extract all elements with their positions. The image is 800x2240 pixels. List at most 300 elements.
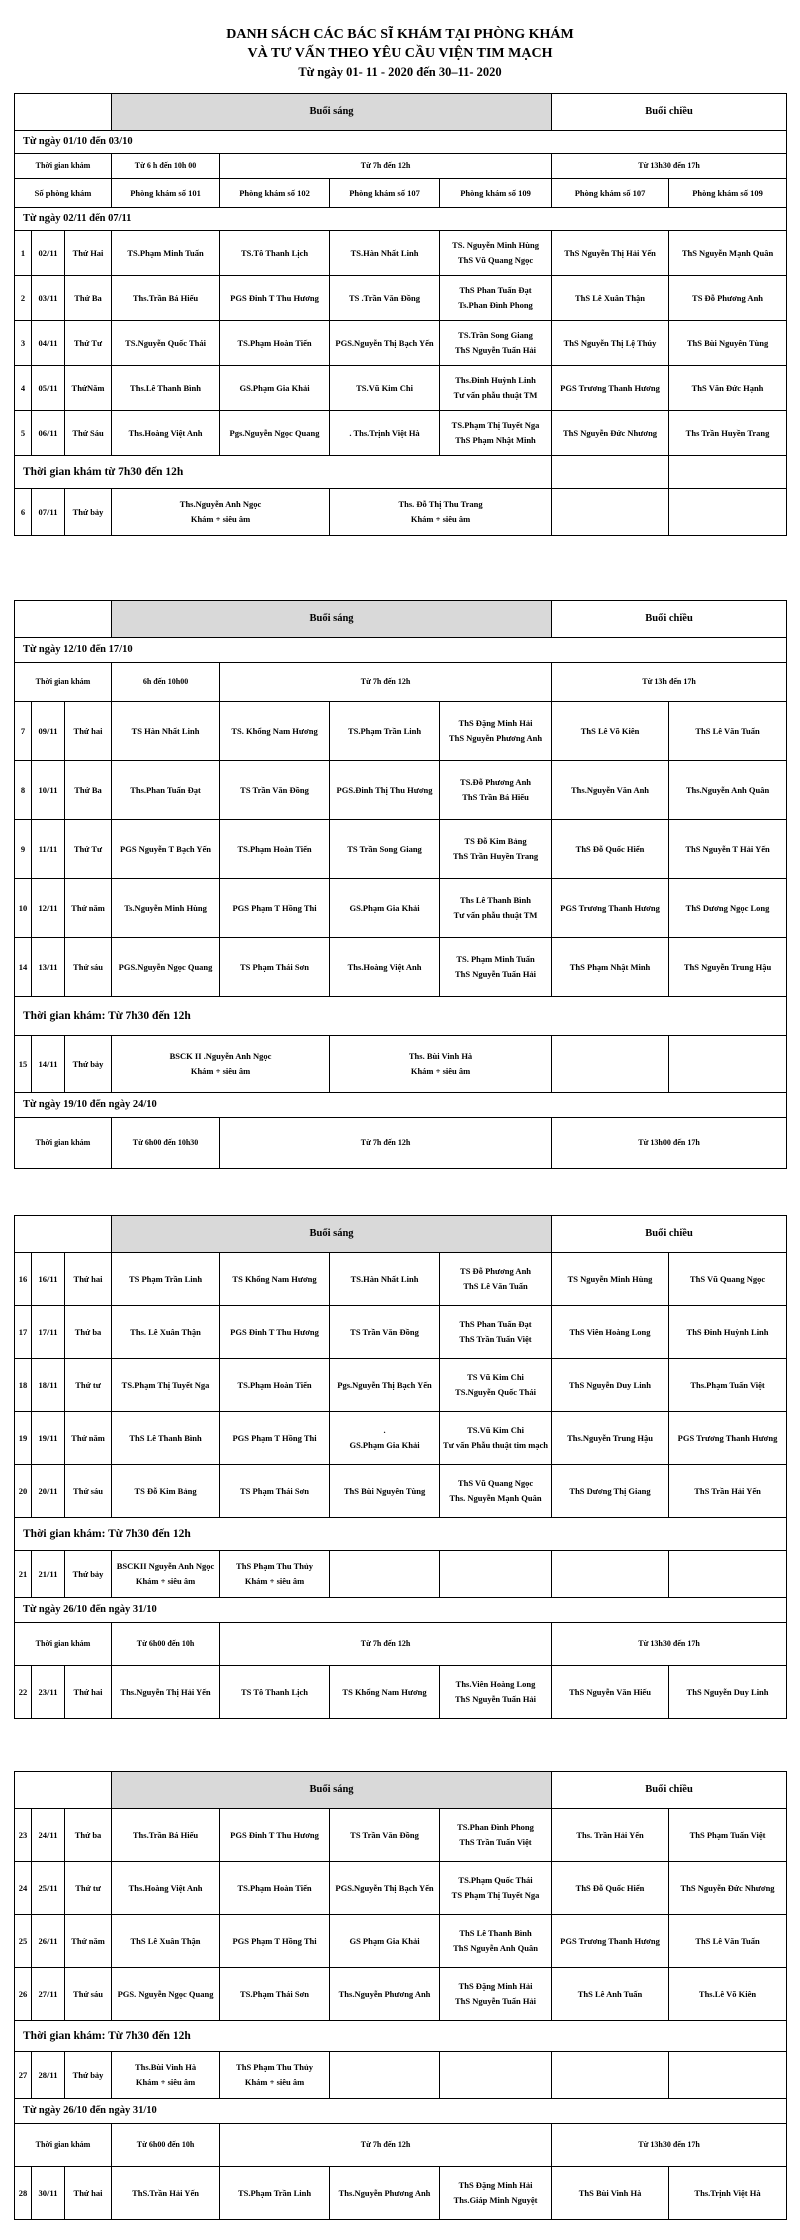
row-date: 27/11 [32, 1967, 65, 2020]
doctor-name-line: TS.Phạm Hoàn Tiến [237, 337, 312, 348]
doctor-name-cell [552, 1914, 669, 1967]
doctor-name-cell [552, 1358, 669, 1411]
doctor-name-cell [112, 365, 220, 410]
doctor-name-cell [440, 1411, 552, 1464]
doctor-name-cell [669, 819, 787, 878]
doctor-name-line: BSCK II .Nguyễn Anh Ngọc [169, 1051, 272, 1062]
doctor-name-line: Ths Trần Huyền Trang [685, 427, 770, 438]
doctor-name-cell [669, 1808, 787, 1861]
doctor-name-line: TS.Vũ Kim Chi [356, 382, 413, 393]
doctor-name-cell [440, 410, 552, 455]
room-cell: Phòng khám số 107 [552, 178, 669, 207]
doctor-name-cell [669, 1914, 787, 1967]
doctor-name-cell [330, 1358, 440, 1411]
row-date: 21/11 [32, 1550, 65, 1597]
document-page [0, 26, 800, 2220]
doctor-name-line: Ths. Lê Xuân Thận [130, 1326, 201, 1337]
doctor-name-cell [220, 1252, 330, 1305]
doctor-name-line: PGS Trương Thanh Hương [560, 1935, 660, 1946]
doctor-name-line: TS.Nguyễn Quốc Thái [125, 337, 206, 348]
row-date: 25/11 [32, 1861, 65, 1914]
row-date: 19/11 [32, 1411, 65, 1464]
range-row [15, 2098, 787, 2123]
doctor-name-cell [330, 1914, 440, 1967]
row-number: 18 [15, 1358, 32, 1411]
table-row [15, 1464, 787, 1517]
doctor-name-line: ThS Phạm Tuấn Việt [689, 1829, 766, 1840]
doctor-name-line: ThS Đỗ Quốc Hiển [575, 1882, 645, 1893]
table-row [15, 760, 787, 819]
doctor-name-line: TS Trần Văn Đồng [350, 1829, 419, 1840]
doctor-name-line: Ths.Phạm Tuấn Việt [690, 1379, 765, 1390]
doctor-name-cell [552, 1464, 669, 1517]
doctor-name-line: TS Tô Thanh Lịch [241, 1686, 309, 1697]
doctor-name-line: Ts.Nguyễn Minh Hùng [124, 902, 207, 913]
doctor-name-line: ThS Lê Thanh Bình [129, 1432, 202, 1443]
doctor-name-line: PGS. Nguyễn Ngọc Quang [117, 1988, 214, 1999]
doctor-name-cell [112, 1252, 220, 1305]
row-weekday: Thứ Sáu [65, 410, 112, 455]
row-date: 03/11 [32, 275, 65, 320]
row-date: 09/11 [32, 701, 65, 760]
row-weekday: Thứ bảy [65, 2051, 112, 2098]
row-date: 13/11 [32, 937, 65, 996]
doctor-name-cell [552, 1305, 669, 1358]
doctor-name-cell [112, 819, 220, 878]
doctor-name-line: ThS Nguyễn T Hải Yến [685, 843, 770, 854]
doctor-name-line: TS.Vũ Kim Chi [467, 1425, 524, 1436]
doctor-name-cell [330, 1665, 440, 1718]
table-row [15, 1550, 787, 1597]
doctor-name-line: ThS Phan Tuấn Đạt [459, 285, 532, 296]
band-row [15, 996, 787, 1035]
session-header-row [15, 1771, 787, 1808]
time-slot-morning: Từ 7h đến 12h [220, 662, 552, 701]
row-date: 04/11 [32, 320, 65, 365]
row-number: 20 [15, 1464, 32, 1517]
doctor-name-cell [220, 410, 330, 455]
table-row [15, 410, 787, 455]
row-number: 24 [15, 1861, 32, 1914]
doctor-name-line: ThS Bùi Nguyên Tùng [686, 337, 769, 348]
doctor-name-cell [220, 819, 330, 878]
doctor-name-line: PGS.Nguyễn Thị Bạch Yến [335, 337, 434, 348]
row-weekday: Thứ bảy [65, 1550, 112, 1597]
row-date: 14/11 [32, 1035, 65, 1092]
room-cell: Phòng khám số 109 [669, 178, 787, 207]
row-date: 24/11 [32, 1808, 65, 1861]
row-date: 11/11 [32, 819, 65, 878]
doctor-name-cell [112, 1861, 220, 1914]
row-date: 16/11 [32, 1252, 65, 1305]
doctor-name-cell [669, 1358, 787, 1411]
row-weekday: Thứ Tư [65, 819, 112, 878]
doctor-name-line: Ths.Lê Thanh Bình [130, 382, 202, 393]
empty-cell [552, 1550, 669, 1597]
doctor-name-cell [552, 410, 669, 455]
doctor-name-cell [552, 230, 669, 275]
morning-header: Buổi sáng [112, 93, 552, 130]
row-weekday: Thứ Ba [65, 760, 112, 819]
doctor-name-line: ThS Lê Anh Tuấn [577, 1988, 643, 1999]
doctor-name-line: ThS Vũ Quang Ngọc [689, 1273, 766, 1284]
doctor-name-cell [440, 1252, 552, 1305]
doctor-name-cell [112, 760, 220, 819]
doctor-name-line: Khám + siêu âm [190, 1065, 251, 1076]
doctor-name-line: Ths.Hoàng Việt Anh [347, 961, 422, 972]
doctor-name-cell [669, 937, 787, 996]
doctor-name-cell [440, 1967, 552, 2020]
doctor-name-line: ThS Trần Hải Yến [694, 1485, 761, 1496]
doctor-name-cell [220, 760, 330, 819]
doctor-name-line: TS .Trần Văn Đồng [349, 292, 421, 303]
rooms-row [15, 178, 787, 207]
doctor-name-line: PGS Trương Thanh Hương [677, 1432, 778, 1443]
doctor-name-cell [112, 275, 220, 320]
doctor-name-cell [330, 1411, 440, 1464]
row-weekday: Thứ sáu [65, 1464, 112, 1517]
doctor-name-line: ThS Trần Tuấn Việt [459, 1836, 532, 1847]
doctor-name-line: Ts.Phan Đình Phong [458, 299, 533, 310]
row-number: 17 [15, 1305, 32, 1358]
doctor-name-line: TS.Hàn Nhất Linh [350, 247, 419, 258]
doctor-name-cell [220, 701, 330, 760]
doctor-name-cell [552, 701, 669, 760]
doctor-name-line: GS.Phạm Gia Khải [349, 1439, 420, 1450]
row-weekday: Thứ bảy [65, 488, 112, 535]
doctor-name-line: Ths.Bùi Vinh Hà [134, 2062, 197, 2073]
table-row [15, 701, 787, 760]
time-slot-afternoon: Từ 13h đến 17h [552, 662, 787, 701]
times-row-label: Thời gian khám [15, 662, 112, 701]
doctor-name-line: ThS Vũ Quang Ngọc [457, 1478, 534, 1489]
doctor-name-cell [220, 230, 330, 275]
row-date: 18/11 [32, 1358, 65, 1411]
doctor-name-cell [440, 1305, 552, 1358]
range-row [15, 1597, 787, 1622]
doctor-name-line: Ths.Nguyễn Văn Anh [571, 784, 650, 795]
doctor-name-cell [112, 1808, 220, 1861]
doctor-name-cell [552, 2166, 669, 2219]
doctor-name-cell [112, 1305, 220, 1358]
doctor-name-cell [669, 230, 787, 275]
afternoon-header: Buổi chiều [552, 1215, 787, 1252]
doctor-name-line: ThS Lê Xuân Thận [130, 1935, 201, 1946]
row-number: 8 [15, 760, 32, 819]
doctor-name-cell [112, 230, 220, 275]
doctor-name-cell [669, 1305, 787, 1358]
doctor-name-line: Ths.Nguyễn Thị Hải Yến [120, 1686, 211, 1697]
doctor-name-line: TS.Phạm Hoàn Tiến [237, 1379, 312, 1390]
empty-cell [552, 2051, 669, 2098]
doctor-name-line: TS Đỗ Kim Bảng [134, 1485, 197, 1496]
doctor-name-line: TS Đỗ Phương Anh [692, 292, 764, 303]
doctor-name-cell [220, 1550, 330, 1597]
doctor-name-line: TS.Đỗ Phương Anh [460, 777, 532, 788]
doctor-name-cell [669, 760, 787, 819]
doctor-name-line: TS Nguyễn Minh Hùng [567, 1273, 653, 1284]
doctor-name-cell [440, 760, 552, 819]
row-number: 4 [15, 365, 32, 410]
table-row [15, 488, 787, 535]
doctor-name-line: TS. Khổng Nam Hương [231, 725, 318, 736]
times-row [15, 1622, 787, 1665]
doctor-name-line: TS.Tô Thanh Lịch [240, 247, 309, 258]
doctor-name-cell [220, 1967, 330, 2020]
doctor-name-cell [440, 701, 552, 760]
schedule-table-1 [14, 93, 787, 536]
doctor-name-line: Ths.Nguyễn Phương Anh [338, 2187, 431, 2198]
doctor-name-line: TS.Phạm Thị Tuyết Nga [121, 1379, 210, 1390]
doctor-name-cell [330, 1808, 440, 1861]
doctor-name-line: TS Khổng Nam Hương [232, 1273, 317, 1284]
doctor-name-cell [112, 2051, 220, 2098]
doctor-name-line: Khám + siêu âm [135, 2076, 196, 2087]
doctor-name-line: TS.Phạm Thị Tuyết Nga [451, 420, 540, 431]
doctor-name-line: ThS Nguyễn Tuấn Hải [455, 1995, 537, 2006]
row-date: 17/11 [32, 1305, 65, 1358]
table-row [15, 2051, 787, 2098]
row-number: 27 [15, 2051, 32, 2098]
doctor-name-cell [552, 365, 669, 410]
doctor-name-cell [330, 1967, 440, 2020]
doctor-name-line: ThS Đặng Minh Hải [458, 718, 533, 729]
doctor-name-cell [330, 1861, 440, 1914]
doctor-name-line: TS.Phạm Trần Linh [347, 725, 422, 736]
row-number: 23 [15, 1808, 32, 1861]
table-row [15, 320, 787, 365]
doctor-name-cell [440, 1914, 552, 1967]
doctor-name-cell [552, 275, 669, 320]
doctor-name-line: ThS Phạm Thu Thủy [236, 2062, 313, 2073]
times-row-label: Thời gian khám [15, 1117, 112, 1168]
doctor-name-line: TS.Phan Đình Phong [457, 1822, 534, 1833]
doctor-name-cell [330, 365, 440, 410]
doctor-name-line: GS.Phạm Gia Khải [239, 382, 310, 393]
doctor-name-line: Ths. Bùi Vinh Hà [408, 1051, 473, 1062]
doctor-name-line: ThS Lê Thanh Bình [459, 1928, 532, 1939]
doctor-name-line: PGS Phạm T Hồng Thi [232, 902, 317, 913]
room-cell: Phòng khám số 109 [440, 178, 552, 207]
table-row [15, 937, 787, 996]
doctor-name-line: TS Đỗ Phương Anh [460, 1266, 532, 1277]
times-row-label: Thời gian khám [15, 1622, 112, 1665]
doctor-name-line: TS Hàn Nhất Linh [131, 725, 200, 736]
doctor-name-line: Khám + siêu âm [410, 1065, 471, 1076]
doctor-name-line: Pgs.Nguyễn Thị Bạch Yến [337, 1379, 432, 1390]
row-date: 20/11 [32, 1464, 65, 1517]
empty-cell [552, 1035, 669, 1092]
row-number: 22 [15, 1665, 32, 1718]
times-row [15, 153, 787, 178]
doctor-name-cell [220, 937, 330, 996]
empty-cell [440, 1550, 552, 1597]
range-row [15, 1092, 787, 1117]
row-weekday: Thứ Ba [65, 275, 112, 320]
doctor-name-line: Ths.Hoàng Việt Anh [128, 1882, 203, 1893]
row-weekday: Thứ ba [65, 1808, 112, 1861]
header-empty-cell [15, 93, 112, 130]
doctor-name-cell [552, 819, 669, 878]
doctor-name-line: TS Phạm Thị Tuyết Nga [451, 1889, 540, 1900]
room-cell: Phòng khám số 101 [112, 178, 220, 207]
doctor-name-line: TS.Phạm Quốc Thái [458, 1875, 533, 1886]
empty-cell [669, 1550, 787, 1597]
doctor-name-line: ThS Nguyễn Thị Hải Yến [564, 247, 656, 258]
doctor-name-line: ThS Dương Thị Giang [569, 1485, 651, 1496]
doctor-name-cell [112, 1411, 220, 1464]
doctor-name-line: ThS Nguyễn Trung Hậu [683, 961, 772, 972]
row-number: 25 [15, 1914, 32, 1967]
doctor-name-line: ThS Đinh Huỳnh Linh [686, 1326, 769, 1337]
doctor-name-line: PGS Trương Thanh Hương [560, 902, 660, 913]
doctor-name-line: ThS Nguyễn Tuấn Hải [455, 1693, 537, 1704]
doctor-name-line: ThS Lê Xuân Thận [575, 292, 646, 303]
doctor-name-line: TS.Phạm Minh Tuấn [127, 247, 204, 258]
doctor-name-cell [669, 1861, 787, 1914]
doctor-name-line: ThS Nguyễn Duy Linh [569, 1379, 652, 1390]
doctor-name-line: TS.Phạm Hoàn Tiến [237, 1882, 312, 1893]
document-title [0, 26, 800, 81]
row-weekday: Thứ tư [65, 1358, 112, 1411]
doctor-name-cell [440, 1808, 552, 1861]
doctor-name-cell [220, 1464, 330, 1517]
doctor-name-line: ThS Dương Ngọc Long [685, 902, 770, 913]
row-date: 12/11 [32, 878, 65, 937]
doctor-name-line: BSCKII Nguyễn Anh Ngọc [116, 1561, 215, 1572]
row-number: 14 [15, 937, 32, 996]
doctor-name-cell [112, 1035, 330, 1092]
row-weekday: Thứ bảy [65, 1035, 112, 1092]
table-row [15, 1861, 787, 1914]
doctor-name-cell [440, 1665, 552, 1718]
doctor-name-line: Ths.Phan Tuấn Đạt [130, 784, 201, 795]
doctor-name-cell [552, 1411, 669, 1464]
doctor-name-cell [330, 275, 440, 320]
doctor-name-line: Ths. Nguyễn Mạnh Quân [449, 1492, 542, 1503]
row-number: 7 [15, 701, 32, 760]
doctor-name-cell [669, 1252, 787, 1305]
doctor-name-cell [330, 410, 440, 455]
doctor-name-cell [552, 1967, 669, 2020]
time-slot-morning: Từ 7h đến 12h [220, 1622, 552, 1665]
empty-cell [440, 2051, 552, 2098]
doctor-name-line: ThS Phạm Nhật Minh [569, 961, 651, 972]
times-row [15, 662, 787, 701]
doctor-name-line: Ths.Viên Hoàng Long [455, 1679, 536, 1690]
schedule-table-3 [14, 1215, 787, 1719]
doctor-name-cell [669, 1464, 787, 1517]
doctor-name-cell [112, 701, 220, 760]
afternoon-header: Buổi chiều [552, 1771, 787, 1808]
row-weekday: ThứNăm [65, 365, 112, 410]
row-number: 19 [15, 1411, 32, 1464]
row-number: 9 [15, 819, 32, 878]
table-row [15, 1914, 787, 1967]
doctor-name-cell [440, 878, 552, 937]
doctor-name-line: ThS Nguyễn Tuấn Hải [455, 968, 537, 979]
doctor-name-line: ThS Nguyễn Thị Lệ Thúy [563, 337, 657, 348]
range-row [15, 130, 787, 153]
doctor-name-cell [440, 365, 552, 410]
empty-cell [330, 1550, 440, 1597]
doctor-name-cell [669, 1665, 787, 1718]
doctor-name-line: Ths Lê Thanh Bình [460, 895, 532, 906]
doctor-name-cell [112, 1550, 220, 1597]
doctor-name-line: Khám + siêu âm [244, 2076, 305, 2087]
doctor-name-line: ThS Trần Tuấn Việt [459, 1333, 532, 1344]
row-date: 23/11 [32, 1665, 65, 1718]
doctor-name-line: ThS Đỗ Quốc Hiển [575, 843, 645, 854]
row-date: 28/11 [32, 2051, 65, 2098]
doctor-name-line: ThS Phạm Nhật Minh [455, 434, 536, 445]
doctor-name-cell [112, 1358, 220, 1411]
doctor-name-cell [330, 878, 440, 937]
room-cell: Phòng khám số 102 [220, 178, 330, 207]
doctor-name-cell [330, 2166, 440, 2219]
range-row [15, 207, 787, 230]
band-row [15, 455, 787, 488]
exam-time-band-label: Thời gian khám: Từ 7h30 đến 12h [15, 996, 787, 1035]
doctor-name-line: PGS Đinh T Thu Hương [230, 1326, 319, 1337]
table-row [15, 275, 787, 320]
doctor-name-cell [220, 365, 330, 410]
row-weekday: Thứ Hai [65, 230, 112, 275]
doctor-name-cell [330, 320, 440, 365]
table-row [15, 230, 787, 275]
doctor-name-cell [440, 230, 552, 275]
doctor-name-line: ThS Văn Đức Hạnh [691, 382, 764, 393]
doctor-name-cell [112, 1967, 220, 2020]
doctor-name-cell [440, 819, 552, 878]
doctor-name-cell [440, 275, 552, 320]
doctor-name-line: TS Vũ Kim Chi [467, 1372, 524, 1383]
row-weekday: Thứ Tư [65, 320, 112, 365]
doctor-name-cell [112, 410, 220, 455]
empty-cell [330, 2051, 440, 2098]
row-date: 26/11 [32, 1914, 65, 1967]
doctor-name-line: ThS Nguyễn Đức Nhương [563, 427, 658, 438]
row-date: 02/11 [32, 230, 65, 275]
doctor-name-cell [112, 1914, 220, 1967]
time-slot-early: Từ 6 h đến 10h 00 [112, 153, 220, 178]
doctor-name-line: ThS Trần Huyền Trang [452, 850, 539, 861]
doctor-name-cell [220, 878, 330, 937]
doctor-name-line: Ths.Hoàng Việt Anh [128, 427, 203, 438]
range-row [15, 637, 787, 662]
doctor-name-line: Tư vấn phẫu thuật TM [453, 389, 538, 400]
doctor-name-line: . Ths.Trịnh Việt Hà [349, 427, 420, 438]
doctor-name-line: Ths.Nguyễn Phương Anh [338, 1988, 431, 1999]
row-number: 26 [15, 1967, 32, 2020]
doctor-name-cell [330, 701, 440, 760]
row-weekday: Thứ hai [65, 1252, 112, 1305]
time-slot-early: Từ 6h00 đến 10h [112, 1622, 220, 1665]
doctor-name-cell [220, 275, 330, 320]
row-date: 05/11 [32, 365, 65, 410]
band-row [15, 1517, 787, 1550]
session-header-row [15, 1215, 787, 1252]
row-weekday: Thứ sáu [65, 1967, 112, 2020]
afternoon-header: Buổi chiều [552, 600, 787, 637]
doctor-name-line: ThS Nguyễn Văn Hiếu [569, 1686, 651, 1697]
doctor-name-cell [220, 1305, 330, 1358]
time-slot-morning: Từ 7h đến 12h [220, 2123, 552, 2166]
doctor-name-cell [330, 1252, 440, 1305]
table-row [15, 1808, 787, 1861]
row-number: 1 [15, 230, 32, 275]
doctor-name-line: ThS Lê Văn Tuấn [463, 1280, 528, 1291]
